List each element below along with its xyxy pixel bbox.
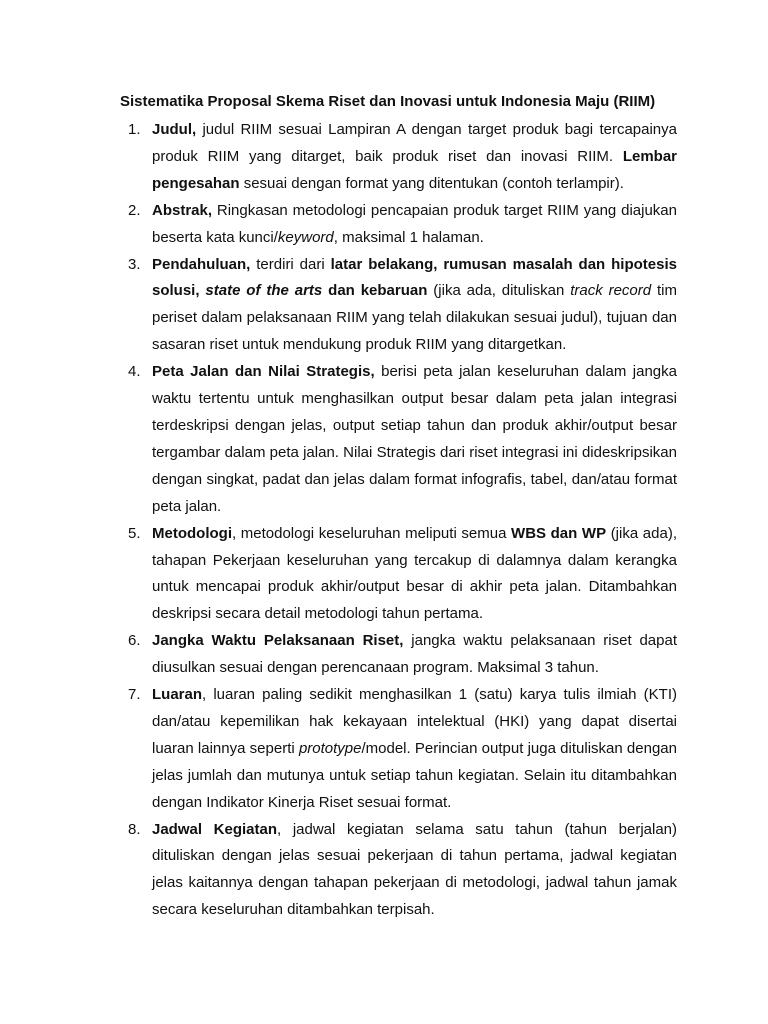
body-text: (jika ada, dituliskan xyxy=(427,282,571,300)
body-text: , metodologi keseluruhan meliputi semua xyxy=(231,524,512,542)
bold-text: Peta Jalan dan Nilai Strategis, xyxy=(152,363,375,381)
bold-text: Abstrak, xyxy=(152,201,213,219)
bold-italic-text: state of the arts xyxy=(205,282,323,300)
list-item-number: 8. xyxy=(128,820,141,838)
body-text: /model. Perincian output juga dituliskan dengan jelas jumlah dan mutunya untuk setiap tahun kegiatan. Selain itu ditambahkan dengan Indikator Kinerja Riset sesuai format. xyxy=(152,739,677,811)
bold-text: Jangka Waktu Pelaksanaan Riset, xyxy=(152,632,404,650)
list-item-number: 6. xyxy=(128,632,141,650)
italic-text: keyword xyxy=(277,228,334,246)
list-item-number: 1. xyxy=(128,121,141,138)
bold-text: dan kebaruan xyxy=(322,282,428,300)
list-item xyxy=(128,252,677,360)
list-item-number: 4. xyxy=(128,363,141,381)
bold-text: latar belakang, rumusan masalah dan hipotesis solusi, xyxy=(152,255,677,300)
body-text: , maksimal 1 halaman. xyxy=(333,228,484,246)
bold-text: Pendahuluan, xyxy=(152,255,251,273)
body-text: Ringkasan metodologi pencapaian produk target RIIM yang diajukan beserta kata kunci/ xyxy=(152,201,677,246)
body-text: jangka waktu pelaksanaan riset dapat diusulkan sesuai dengan perencanaan program. Maksimal 3 tahun. xyxy=(152,632,677,677)
bold-text: Luaran xyxy=(152,686,203,704)
body-text: sesuai dengan format yang ditentukan (contoh terlampir). xyxy=(239,174,624,192)
list-item-number: 3. xyxy=(128,255,141,273)
bold-text: Jadwal Kegiatan xyxy=(152,820,278,838)
list-item xyxy=(128,817,678,925)
list-item xyxy=(128,682,677,817)
body-text: terdiri dari xyxy=(250,255,331,273)
list-item-number: 5. xyxy=(128,524,141,542)
italic-text: track record xyxy=(570,282,652,300)
bold-text: Judul, xyxy=(152,121,197,138)
list-item xyxy=(128,521,677,629)
bold-text: Metodologi xyxy=(152,524,232,542)
body-text: tim periset dalam pelaksanaan RIIM yang telah dilakukan sesuai judul), tujuan dan sasaran riset untuk mendukung produk RIIM yang ditargetkan. xyxy=(152,282,677,354)
body-text: , jadwal kegiatan selama satu tahun (tahun berjalan) dituliskan dengan jelas sesuai pekerjaan di tahun pertama, jadwal kegiatan jelas kaitannya dengan tahapan pekerjaan di metodologi, jadwal tahun jamak secara keseluruhan ditambahkan terpisah. xyxy=(152,820,678,919)
list-item xyxy=(128,359,677,520)
list-item xyxy=(128,198,677,252)
italic-text: prototype xyxy=(298,739,362,757)
body-text: , luaran paling sedikit menghasilkan 1 (satu) karya tulis ilmiah (KTI) dan/atau kepemilikan hak kekayaan intelektual (HKI) yang dapat disertai luaran lainnya seperti xyxy=(152,686,677,757)
list-item xyxy=(128,628,677,682)
body-text: judul RIIM sesuai Lampiran A dengan target produk bagi tercapainya produk RIIM yang ditarget, baik produk riset dan inovasi RIIM. xyxy=(152,121,677,165)
list-item-number: 7. xyxy=(128,686,141,704)
list-item xyxy=(128,117,677,198)
document-title: Sistematika Proposal Skema Riset dan Inovasi untuk Indonesia Maju (RIIM) xyxy=(120,93,656,110)
body-text: (jika ada), tahapan Pekerjaan keseluruhan yang tercakup di dalamnya dalam kerangka untuk mencapai produk akhir/output besar di akhir peta jalan. Ditambahkan deskripsi secara detail metodologi tahun pertama. xyxy=(152,524,677,623)
body-text: berisi peta jalan keseluruhan dalam jangka waktu tertentu untuk menghasilkan output besar dalam peta jalan integrasi terdeskripsi dengan jelas, output setiap tahun dan produk akhir/output besar tergambar dalam peta jalan. Nilai Strategis dari riset integrasi ini dideskripsikan dengan singkat, padat dan jelas dalam format infografis, tabel, dan/atau format peta jalan. xyxy=(152,363,677,515)
bold-text: WBS dan WP xyxy=(511,524,607,542)
bold-text: Lembar pengesahan xyxy=(152,147,677,192)
list-item-number: 2. xyxy=(128,201,141,219)
proposal-outline-list xyxy=(128,117,678,924)
